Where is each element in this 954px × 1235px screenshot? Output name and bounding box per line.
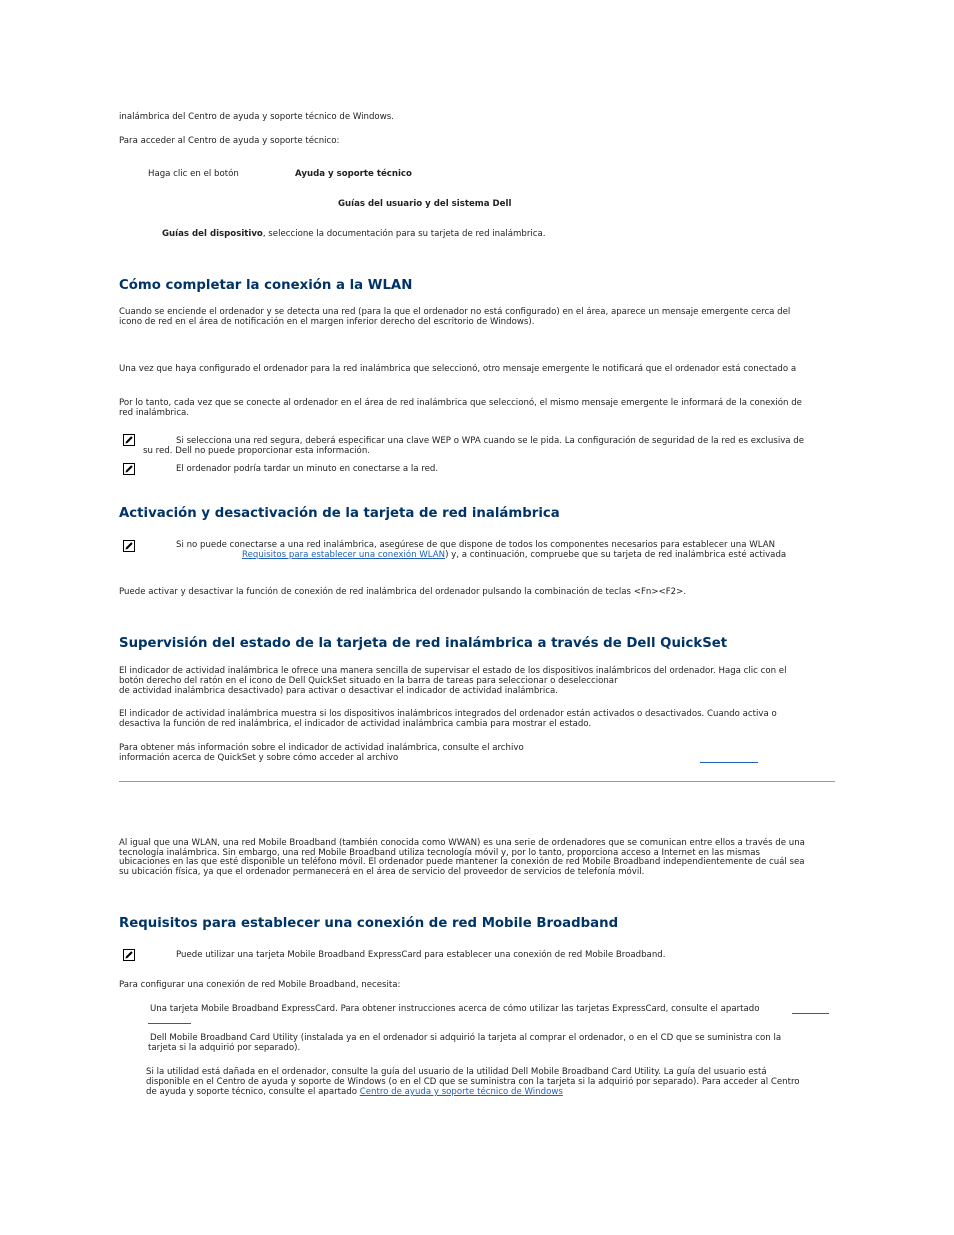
quickset-para-1-line-1: El indicador de actividad inalámbrica le ofrece una manera sencilla de supervisar el estado de los dispositivos inalámbricos del ordenador. Haga clic con el — [119, 666, 787, 676]
quickset-para-2-line-1: El indicador de actividad inalámbrica muestra si los dispositivos inalámbricos integrados del ordenador están activados o desactivados. Cuando activa o — [119, 709, 777, 719]
broadband-para-line-2: tecnología inalámbrica. Sin embargo, una red Mobile Broadband utiliza tecnología móvil y, por lo tanto, proporciona acceso a Internet en las mismas — [119, 848, 760, 858]
broadband-para-line-1: Al igual que una WLAN, una red Mobile Broadband (también conocida como WWAN) es una serie de ordenadores que se comunican entre ellos a través de una — [119, 838, 805, 848]
note-1-line-1: Si selecciona una red segura, deberá especificar una clave WEP o WPA cuando se le pida. La configuración de seguridad de la red es exclusiva de — [176, 436, 805, 446]
quickset-para-2-line-2: desactiva la función de red inalámbrica, el indicador de actividad inalámbrica cambia para mostrar el estado. — [119, 719, 592, 729]
quickset-para-1-line-3: de actividad inalámbrica desactivado) para activar o desactivar el indicador de actividad inalámbrica. — [119, 686, 559, 696]
note-pencil-icon — [123, 434, 135, 446]
broadband-para-line-4: su ubicación física, ya que el ordenador permanecerá en el área de servicio del proveedor de servicios de telefonía móvil. — [119, 867, 645, 877]
requirement-item-1: Una tarjeta Mobile Broadband ExpressCard. Para obtener instrucciones acerca de cómo utilizar las tarjetas ExpressCard, consulte el apartado — [150, 1004, 760, 1014]
section-divider — [119, 781, 835, 782]
note-1-line-2: su red. Dell no puede proporcionar esta información. — [143, 446, 370, 456]
quickset-para-3-line-2: información acerca de QuickSet y sobre cómo acceder al archivo — [119, 753, 399, 763]
link-underline[interactable] — [148, 1023, 191, 1024]
heading-broadband-requirements: Requisitos para establecer una conexión de red Mobile Broadband — [119, 916, 619, 931]
activation-note-line-2-rest: ) y, a continuación, compruebe que su tarjeta de red inalámbrica esté activada — [445, 550, 787, 560]
note-2: El ordenador podría tardar un minuto en conectarse a la red. — [176, 464, 439, 474]
utility-para-line-1: Si la utilidad está dañada en el ordenador, consulte la guía del usuario de la utilidad Dell Mobile Broadband Card Utility. La guía del usuario está — [146, 1067, 767, 1077]
note-pencil-icon — [123, 463, 135, 475]
wlan-para-3-line-2: red inalámbrica. — [119, 408, 190, 418]
step-3-bold: Guías del dispositivo — [162, 229, 263, 239]
quickset-para-1-line-2: botón derecho del ratón en el icono de Dell QuickSet situado en la barra de tareas para seleccionar o deseleccionar — [119, 676, 618, 686]
wlan-para-1-line-2: icono de red en el área de notificación en el margen inferior derecho del escritorio de Windows). — [119, 317, 535, 327]
requirements-intro: Para configurar una conexión de red Mobile Broadband, necesita: — [119, 980, 401, 990]
wlan-para-2: Una vez que haya configurado el ordenador para la red inalámbrica que seleccionó, otro mensaje emergente le notificará que el ordenador está conectado a — [119, 364, 797, 374]
heading-wlan-connection: Cómo completar la conexión a la WLAN — [119, 278, 413, 293]
note-pencil-icon — [123, 540, 135, 552]
step-1-text: Haga clic en el botón — [148, 169, 239, 179]
step-3-text: , seleccione la documentación para su tarjeta de red inalámbrica. — [262, 229, 546, 239]
link-help-center[interactable]: Centro de ayuda y soporte técnico de Windows — [359, 1087, 563, 1097]
broadband-para-line-3: ubicaciones en las que esté disponible un teléfono móvil. El ordenador puede mantener la conexión de red Mobile Broadband independientemente de cuál sea — [119, 857, 805, 867]
requirement-item-2-line-2: tarjeta si la adquirió por separado). — [148, 1043, 301, 1053]
intro-text: inalámbrica del Centro de ayuda y soporte técnico de Windows. — [119, 112, 394, 122]
step-1-bold: Ayuda y soporte técnico — [295, 169, 412, 179]
step-2-bold: Guías del usuario y del sistema Dell — [338, 199, 512, 209]
quickset-para-3-line-1: Para obtener más información sobre el indicador de actividad inalámbrica, consulte el archivo — [119, 743, 524, 753]
requirement-item-2-line-1: Dell Mobile Broadband Card Utility (instalada ya en el ordenador si adquirió la tarjeta al comprar el ordenador, o en el CD que se suministra con la — [150, 1033, 782, 1043]
wlan-para-1-line-1: Cuando se enciende el ordenador y se detecta una red (para la que el ordenador no está configurado) en el área, aparece un mensaje emergente cerca del — [119, 307, 791, 317]
utility-para-line-2: disponible en el Centro de ayuda y soporte de Windows (o en el CD que se suministra con la tarjeta si la adquirió por separado). Para acceder al Centro — [146, 1077, 800, 1087]
activation-note-line-2 — [242, 550, 786, 560]
access-instructions: Para acceder al Centro de ayuda y soporte técnico: — [119, 136, 340, 146]
heading-activation: Activación y desactivación de la tarjeta de red inalámbrica — [119, 506, 560, 521]
heading-quickset: Supervisión del estado de la tarjeta de red inalámbrica a través de Dell QuickSet — [119, 636, 728, 651]
utility-para-line-3 — [146, 1087, 563, 1097]
requirements-note: Puede utilizar una tarjeta Mobile Broadband ExpressCard para establecer una conexión de red Mobile Broadband. — [176, 950, 666, 960]
wlan-para-3-line-1: Por lo tanto, cada vez que se conecte al ordenador en el área de red inalámbrica que seleccionó, el mismo mensaje emergente le informará de la conexión de — [119, 398, 802, 408]
note-pencil-icon — [123, 949, 135, 961]
activation-para: Puede activar y desactivar la función de conexión de red inalámbrica del ordenador pulsando la combinación de teclas <Fn><F2>. — [119, 587, 687, 597]
link-underline[interactable] — [792, 1013, 829, 1014]
step-3 — [162, 229, 546, 239]
utility-para-line-3-text: de ayuda y soporte técnico, consulte el apartado — [146, 1087, 357, 1097]
activation-note-line-1: Si no puede conectarse a una red inalámbrica, asegúrese de que dispone de todos los componentes necesarios para establecer una WLAN — [176, 540, 776, 550]
link-wlan-requirements[interactable]: Requisitos para establecer una conexión WLAN — [242, 550, 446, 560]
link-underline[interactable] — [700, 762, 758, 763]
